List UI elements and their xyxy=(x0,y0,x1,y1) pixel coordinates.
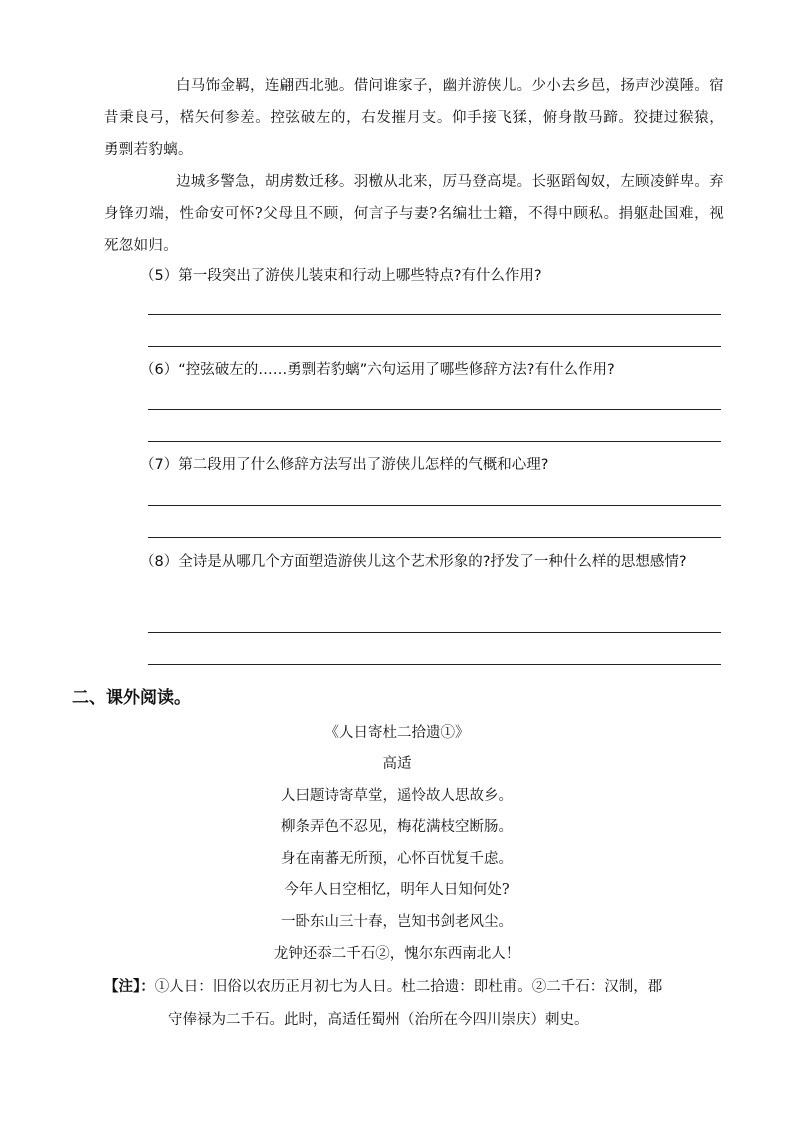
question-5: （5）第一段突出了游侠儿装束和行动上哪些特点?有什么作用? xyxy=(140,268,542,284)
question-6: （6）“控弦破左的……勇剽若豹螭”六句运用了哪些修辞方法?有什么作用? xyxy=(140,362,615,378)
answer-line[interactable] xyxy=(148,441,721,442)
annotation-text-2: 守俸禄为二千石。此时，高适任蜀州（治所在今四川崇庆）刺史。 xyxy=(168,1012,589,1028)
poem-line: 龙钟还忝二千石②，愧尔东西南北人！ xyxy=(273,946,521,962)
answer-line[interactable] xyxy=(148,346,721,347)
answer-line[interactable] xyxy=(148,314,721,315)
poem-line: 今年人日空相忆，明年人日知何处? xyxy=(284,882,510,898)
poem-line: 柳条弄色不忍见，梅花满枝空断肠。 xyxy=(281,819,513,835)
poem-line: 一卧东山三十春，岂知书剑老风尘。 xyxy=(281,914,513,930)
annotation-text-1: ①人日：旧俗以农历正月初七为人日。杜二拾遗：即杜甫。②二千石：汉制，郡 xyxy=(154,979,663,995)
answer-line[interactable] xyxy=(148,664,721,665)
answer-line[interactable] xyxy=(148,537,721,538)
poem-paragraph-2: 边城多警急，胡虏数迁移。羽檄从北来，厉马登高堤。长驱蹈匈奴，左顾凌鲜卑。弃身锋刃端，性命安可怀?父母且不顾，何言子与妻?名编壮士籍，不得中顾私。捐躯赴国难，视死忽如归。 xyxy=(104,174,724,254)
reading-author: 高适 xyxy=(382,756,412,772)
section-title: 二、课外阅读。 xyxy=(72,688,191,708)
poem-line: 人曰题诗寄草堂，遥怜故人思故乡。 xyxy=(281,788,513,804)
answer-line[interactable] xyxy=(148,632,721,633)
answer-line[interactable] xyxy=(148,505,721,506)
answer-line[interactable] xyxy=(148,409,721,410)
reading-title: 《人日寄杜二拾遗①》 xyxy=(324,725,470,741)
annotation-label: 【注】： xyxy=(104,978,155,995)
poem-line: 身在南蕃无所预，心怀百忧复千虑。 xyxy=(281,851,513,867)
question-8: （8）全诗是从哪几个方面塑造游侠儿这个艺术形象的?抒发了一种什么样的思想感情? xyxy=(140,554,687,570)
question-7: （7）第二段用了什么修辞方法写出了游侠儿怎样的气概和心理? xyxy=(140,457,549,473)
poem-paragraph-1: 白马饰金羁，连翩西北驰。借问谁家子，幽并游侠儿。少小去乡邑，扬声沙漠陲。宿昔秉良弓，楛矢何参差。控弦破左的，右发摧月支。仰手接飞猱，俯身散马蹄。狡捷过猴猿，勇剽若豹螭。 xyxy=(104,78,724,158)
annotation xyxy=(104,970,724,1037)
